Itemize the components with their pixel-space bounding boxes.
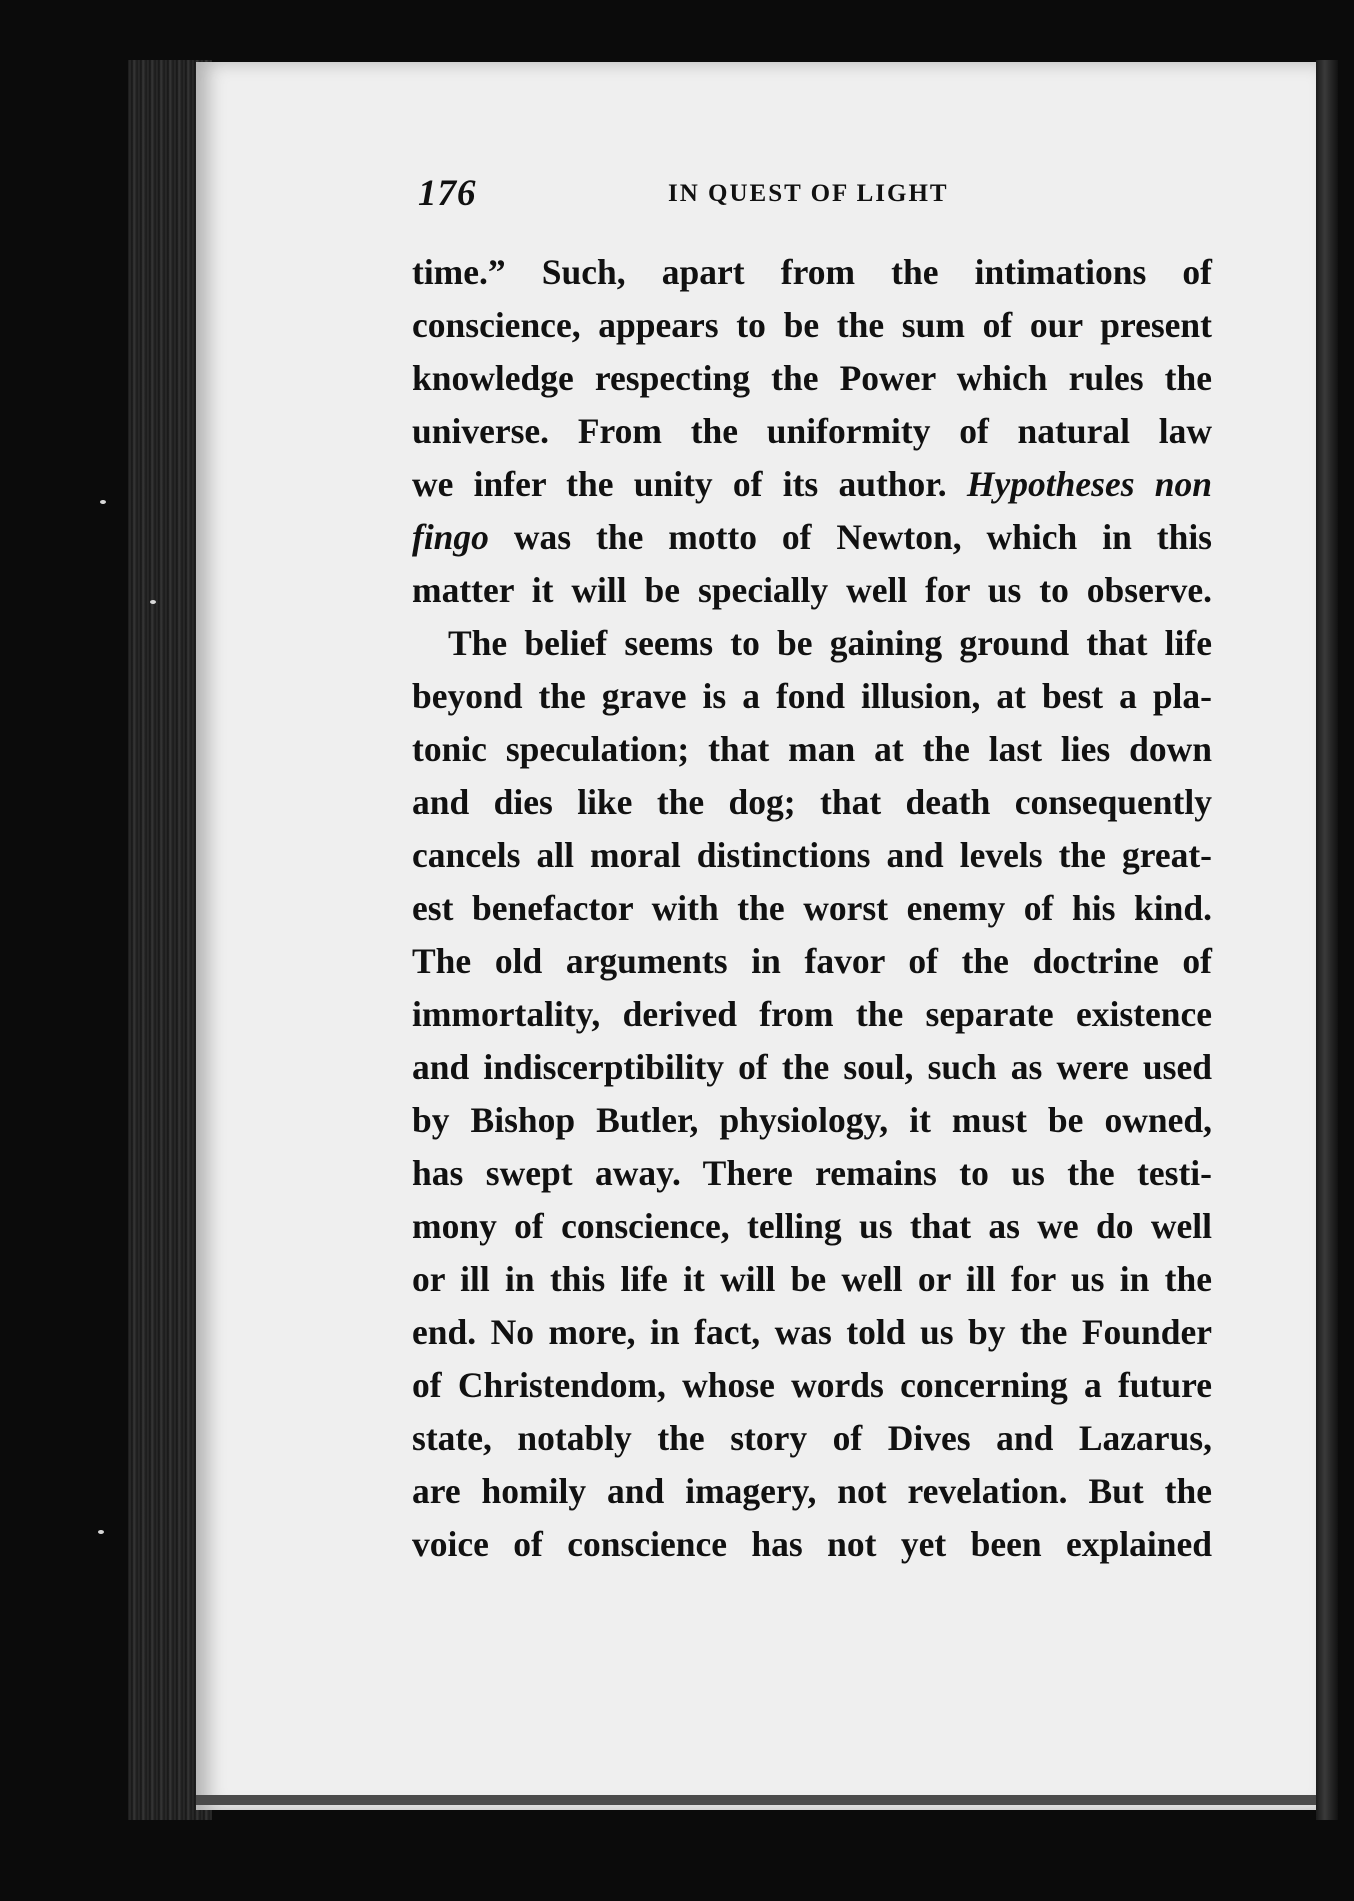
text-line: time.” Such, apart from the intimations of: [412, 252, 1212, 292]
text-line: are homily and imagery, not revelation. But the: [412, 1471, 1212, 1511]
text-line: state, notably the story of Dives and Lazarus,: [412, 1418, 1212, 1458]
page-number: 176: [418, 173, 477, 214]
text-line: immortality, derived from the separate existence: [412, 994, 1212, 1034]
text-line: has swept away. There remains to us the testi-: [412, 1153, 1212, 1193]
text-line: or ill in this life it will be well or ill for us in the: [412, 1259, 1212, 1299]
text-line: knowledge respecting the Power which rules the: [412, 358, 1212, 398]
body-text: [412, 246, 1212, 1571]
text-line: and indiscerptibility of the soul, such as were used: [412, 1047, 1212, 1087]
text-line: conscience, appears to be the sum of our present: [412, 305, 1212, 345]
text-line: fingo was the motto of Newton, which in this: [412, 517, 1212, 557]
text-line: cancels all moral distinctions and levels the great-: [412, 835, 1212, 875]
running-head-title: IN QUEST OF LIGHT: [668, 180, 949, 207]
text-line: of Christendom, whose words concerning a future: [412, 1365, 1212, 1405]
scan-speck: [100, 500, 106, 504]
text-line: tonic speculation; that man at the last lies down: [412, 729, 1212, 769]
text-line: matter it will be specially well for us to observe.: [412, 570, 1212, 610]
text-line: by Bishop Butler, physiology, it must be owned,: [412, 1100, 1212, 1140]
text-line: The old arguments in favor of the doctrine of: [412, 941, 1212, 981]
scan-speck: [150, 600, 156, 604]
page-edge-right: [1316, 60, 1338, 1820]
text-line: end. No more, in fact, was told us by the Founder: [412, 1312, 1212, 1352]
italic-phrase: fingo: [412, 517, 489, 557]
text-line: universe. From the uniformity of natural law: [412, 411, 1212, 451]
running-head: [418, 172, 1218, 222]
text-line: est benefactor with the worst enemy of his kind.: [412, 888, 1212, 928]
text-line: voice of conscience has not yet been explained: [412, 1524, 1212, 1564]
text-line: beyond the grave is a fond illusion, at best a pla-: [412, 676, 1212, 716]
text-line: we infer the unity of its author. Hypotheses non: [412, 464, 1212, 504]
page-edge-bottom: [196, 1795, 1316, 1805]
paragraph-start-line: The belief seems to be gaining ground that life: [448, 623, 1212, 663]
scan-speck: [98, 1530, 104, 1534]
text-line: and dies like the dog; that death consequently: [412, 782, 1212, 822]
text-line: mony of conscience, telling us that as we do well: [412, 1206, 1212, 1246]
italic-phrase: Hypotheses non: [966, 464, 1212, 504]
